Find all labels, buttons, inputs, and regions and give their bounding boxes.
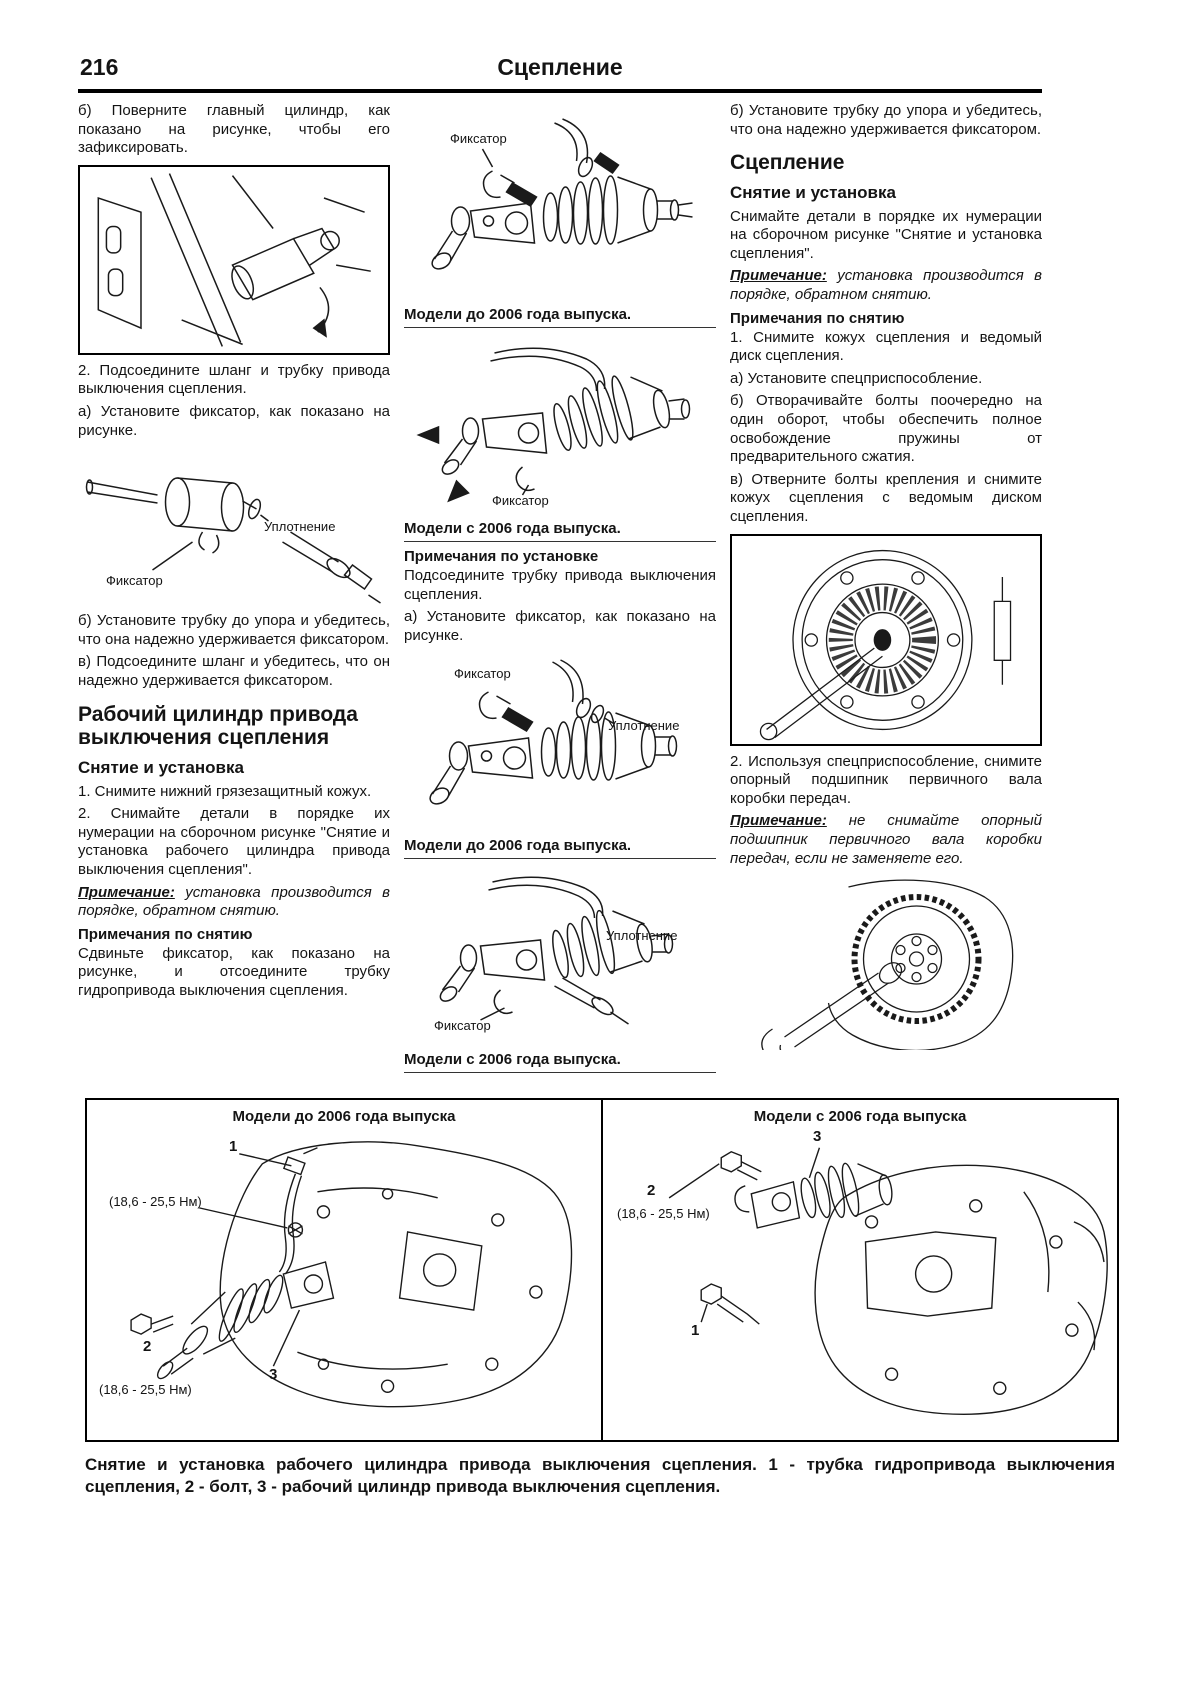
callout-2: 2 [143,1338,152,1355]
heading-removal-installation-left: Снятие и установка [78,757,244,777]
content-columns [78,102,1042,1079]
page-title: Сцепление [497,54,623,80]
note-label: Примечание: [730,267,827,285]
note-label: Примечание: [730,812,827,830]
page-header [78,54,1042,93]
torque-label: (18,6 - 25,5 Нм) [617,1206,710,1221]
panel-caption: Модели с 2006 года выпуска [753,1108,967,1125]
callout-3: 3 [269,1366,278,1383]
column-left [78,102,390,1079]
column-right [730,102,1042,1079]
torque-label: (18,6 - 25,5 Нм) [109,1194,202,1209]
para-install-tool: а) Установите спецприспособление. [730,369,983,387]
para-remove-order-clutch: Снимайте детали в порядке их нумерации на сборочном рисунке "Снятие и установка сцепления". [730,207,1042,262]
para-rotate-cylinder: б) Поверните главный цилиндр, как показано на рисунке, чтобы его зафиксировать. [78,102,390,157]
seal-callout-label: Уплотнение [608,718,680,734]
seal-callout-label: Уплотнение [606,928,678,944]
para-connect-tube: Подсоедините трубку привода выключения сцепления. [404,567,716,603]
figure-caption: Модели до 2006 года выпуска. [404,837,716,859]
heading-clutch: Сцепление [730,151,845,175]
note-label: Примечание: [78,883,175,901]
note-text: установка производится в порядке, обратном снятию. [730,267,1042,304]
column-middle [404,102,716,1079]
para-remove-pilot-bearing: 2. Используя спецприспособление, снимите опорный подшипник первичного вала коробки передач. [730,752,1042,807]
note-text: не снимайте опорный подшипник первичного вала коробки передач, если не заменяете его. [730,812,1042,867]
panel-pre2006 [87,1100,601,1440]
figure-caption: Модели с 2006 года выпуска. [404,520,716,542]
para-slide-clip: Сдвиньте фиксатор, как показано на рисунке, и отсоедините трубку гидропривода выключения сцепления. [78,944,390,999]
heading-removal-notes-left: Примечания по снятию [78,925,253,943]
callout-1: 1 [229,1138,238,1155]
figure-caption: Модели до 2006 года выпуска. [404,306,716,328]
figure-release-cylinder-clip [78,447,390,605]
figure-slave-cylinder-2006-removal [404,335,716,513]
para-insert-tube: б) Установите трубку до упора и убедитесь, что она надежно удерживается фиксатором. [78,612,390,648]
note-text: установка производится в порядке, обратном снятию. [78,883,390,920]
page-number: 216 [80,54,119,80]
callout-1: 1 [691,1322,700,1339]
para-remove-cover-disc: 1. Снимите кожух сцепления и ведомый диск сцепления. [730,328,1042,365]
clip-callout-label: Фиксатор [434,1018,491,1034]
note-installation-reverse-left [78,884,390,921]
figure-slave-cylinder-pre2006-install [404,652,716,830]
seal-callout-label: Уплотнение [264,519,336,535]
heading-removal-notes-right: Примечания по снятию [730,309,905,327]
para-remove-parts-order: 2. Снимайте детали в порядке их нумерации на сборочном рисунке "Снятие и установка рабочего цилиндра привода выключения сцепления". [78,805,390,878]
heading-installation-notes: Примечания по установке [404,548,599,565]
para-install-clip: а) Установите фиксатор, как показано на рисунке. [404,608,716,644]
para-connect-hose: 2. Подсоедините шланг и трубку привода выключения сцепления. [78,361,390,398]
heading-removal-installation-right: Снятие и установка [730,182,896,202]
2006-assembly-drawing [603,1100,1117,1440]
figure-slave-cylinder-2006-install [404,866,716,1044]
clip-callout-label: Фиксатор [450,131,507,146]
heading-working-cylinder: Рабочий цилиндр привода выключения сцепления [78,702,358,750]
note-pilot-bearing [730,812,1042,868]
panel-caption: Модели до 2006 года выпуска [232,1108,456,1125]
note-installation-reverse-right [730,267,1042,304]
master-cylinder-lock-drawing [80,167,388,353]
figure-caption: Модели с 2006 года выпуска. [404,1051,716,1073]
flywheel-bearing-removal-drawing [730,875,1042,1050]
clip-callout-label: Фиксатор [492,493,549,508]
slave-cylinder-pre2006-install-drawing [404,652,716,830]
callout-3: 3 [813,1128,822,1145]
figure-master-cylinder-lock [78,165,390,355]
panel-2006 [601,1100,1117,1440]
clip-callout-label: Фиксатор [106,573,163,589]
clip-callout-label: Фиксатор [454,666,511,682]
assembly-figure [85,1098,1119,1442]
para-loosen-bolts: б) Отворачивайте болты поочередно на один оборот, чтобы обеспечить полное освобождение пружины от предварительного сжатия. [730,392,1042,466]
figure-flywheel-bearing-removal [730,875,1042,1050]
assembly-figure-caption: Снятие и установка рабочего цилиндра привода выключения сцепления. 1 - трубка гидропривода выключения сцепления, 2 - болт, 3 - рабочий цилиндр привода выключения сцепления. [85,1455,1115,1497]
para-install-clip-a: а) Установите фиксатор, как показано на рисунке. [78,402,390,439]
figure-clutch-cover [730,534,1042,746]
para-connect-hose-check: в) Подсоедините шланг и убедитесь, что он надежно удерживается фиксатором. [78,653,390,689]
clutch-cover-drawing [732,536,1040,744]
para-remove-bolts: в) Отверните болты крепления и снимите кожух сцепления с ведомым диском сцепления. [730,470,1042,526]
torque-label: (18,6 - 25,5 Нм) [99,1382,192,1397]
para-insert-tube-right: б) Установите трубку до упора и убедитесь, что она надежно удерживается фиксатором. [730,102,1042,138]
figure-slave-cylinder-pre2006-removal [404,109,716,299]
slave-cylinder-2006-removal-drawing [404,335,716,513]
para-remove-guard: 1. Снимите нижний грязезащитный кожух. [78,782,372,800]
callout-2: 2 [647,1182,656,1199]
